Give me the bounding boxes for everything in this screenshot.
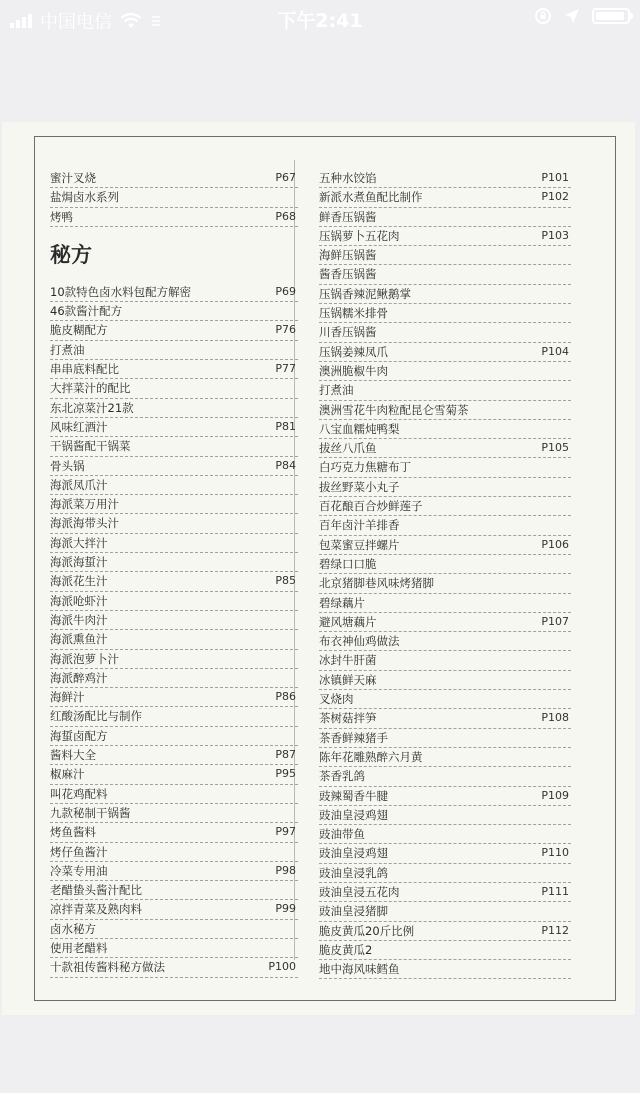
toc-entry-page [296, 341, 298, 359]
toc-entry-page: P68 [275, 209, 296, 223]
toc-entry [50, 457, 298, 476]
toc-entry [50, 495, 298, 514]
toc-entry [50, 900, 298, 919]
toc-entry-title: 冰封牛肝菌 [319, 653, 377, 668]
toc-entry [50, 283, 298, 302]
toc-entry-title: 豉油皇浸鸡翅 [319, 807, 388, 822]
toc-entry [50, 650, 298, 669]
toc-entry [319, 748, 571, 767]
toc-entry [319, 381, 571, 400]
toc-entry [50, 418, 298, 437]
toc-entry-title: 豉油皇浸乳鸽 [319, 865, 388, 880]
toc-entry-page: P106 [541, 537, 569, 551]
toc-entry [319, 401, 571, 420]
toc-entry-title: 海派菜万用汁 [50, 497, 119, 512]
toc-entry-title: 凉拌青菜及熟肉料 [50, 902, 142, 917]
toc-entry-title: 老醋蛰头酱汁配比 [50, 883, 142, 898]
toc-entry [319, 536, 571, 555]
toc-entry-title: 10款特色卤水料包配方解密 [50, 284, 192, 299]
toc-entry [50, 630, 298, 649]
toc-entry [50, 399, 298, 418]
toc-entry-title: 蜜汁叉烧 [50, 171, 96, 185]
toc-entry-page [569, 420, 571, 438]
toc-entry-title: 豉辣蜀香牛腱 [319, 788, 388, 803]
toc-entry-page [296, 514, 298, 532]
toc-entry-page: P99 [275, 902, 296, 916]
toc-entry-title: 布衣神仙鸡做法 [319, 634, 400, 649]
toc-entry-title: 压锅香辣泥鳅鹅掌 [319, 286, 411, 301]
toc-entry [319, 343, 571, 362]
toc-entry-page [569, 516, 571, 534]
toc-entry-page [569, 651, 571, 669]
toc-entry [319, 420, 571, 439]
toc-entry-title: 碧绿口口脆 [319, 556, 377, 571]
toc-entry [50, 920, 298, 939]
toc-entry-title: 九款秘制干锅酱 [50, 805, 131, 820]
toc-entry [319, 323, 571, 342]
toc-entry [50, 939, 298, 958]
toc-entry-title: 川香压锅酱 [319, 325, 377, 340]
toc-entry [319, 574, 571, 593]
toc-entry [50, 169, 298, 188]
toc-entry-title: 茶香乳鸽 [319, 769, 365, 784]
toc-entry-page [569, 729, 571, 747]
toc-entry-page [296, 399, 298, 417]
toc-entry-page: P107 [541, 614, 569, 628]
toc-entry-page [569, 767, 571, 785]
toc-entry-page [296, 553, 298, 571]
toc-entry-page [569, 458, 571, 476]
toc-entry-page [569, 478, 571, 496]
toc-entry-title: 茶香鲜辣猪手 [319, 730, 388, 745]
toc-entry-page [569, 902, 571, 920]
toc-left-top-list [50, 169, 298, 227]
toc-entry [50, 188, 298, 207]
toc-entry [50, 785, 298, 804]
toc-entry-page: P86 [275, 690, 296, 704]
toc-entry-title: 压锅糯米排骨 [319, 306, 388, 321]
toc-entry-title: 冰镇鲜天麻 [319, 672, 377, 687]
toc-entry-page [296, 939, 298, 957]
toc-entry-title: 澳洲脆椒牛肉 [319, 363, 388, 378]
toc-entry-title: 鲜香压锅酱 [319, 209, 377, 224]
toc-entry-title: 海派熏鱼汁 [50, 632, 108, 647]
toc-entry-title: 陈年花雕熟醉六月黄 [319, 749, 423, 764]
toc-entry-title: 海派海带头汁 [50, 516, 119, 531]
toc-entry-page [569, 690, 571, 708]
toc-entry [50, 881, 298, 900]
toc-entry-page: P69 [275, 284, 296, 298]
toc-entry-page: P76 [275, 323, 296, 337]
toc-left-section-list [50, 283, 298, 978]
toc-entry-page [296, 707, 298, 725]
toc-entry [319, 246, 571, 265]
toc-entry [319, 265, 571, 284]
toc-entry [319, 594, 571, 613]
toc-entry-page: P100 [268, 960, 296, 974]
toc-entry-title: 脆皮黄瓜2 [319, 942, 373, 957]
toc-entry-title: 五种水饺馅 [319, 171, 377, 185]
toc-entry [319, 902, 571, 921]
toc-entry-title: 海派凤爪汁 [50, 477, 108, 492]
toc-entry [50, 572, 298, 591]
toc-entry [319, 632, 571, 651]
toc-entry-title: 烤鱼酱料 [50, 825, 96, 840]
toc-entry-title: 海派海蜇汁 [50, 555, 108, 570]
toc-entry [50, 746, 298, 765]
toc-entry [50, 514, 298, 533]
toc-entry-page [569, 555, 571, 573]
toc-entry-title: 避风塘藕片 [319, 614, 377, 629]
toc-entry-page: P111 [541, 884, 569, 898]
document-photo[interactable] [2, 122, 635, 1015]
toc-entry-page [569, 864, 571, 882]
toc-entry-title: 冷菜专用油 [50, 863, 108, 878]
toc-entry-page: P77 [275, 362, 296, 376]
toc-entry [319, 613, 571, 632]
toc-entry-page [569, 960, 571, 978]
toc-entry-title: 豉油皇浸猪脚 [319, 904, 388, 919]
toc-entry-page [569, 401, 571, 419]
toc-entry-page: P103 [541, 228, 569, 242]
toc-entry-page [296, 630, 298, 648]
toc-entry [50, 553, 298, 572]
toc-entry-page [296, 669, 298, 687]
toc-entry-title: 压锅姜辣凤爪 [319, 344, 388, 359]
toc-entry-title: 红酸汤配比与制作 [50, 709, 142, 724]
toc-entry-page [569, 574, 571, 592]
toc-entry-title: 包菜蜜豆拌螺片 [319, 537, 400, 552]
toc-entry-title: 椒麻汁 [50, 767, 85, 782]
toc-entry-page: P112 [541, 923, 569, 937]
toc-entry [50, 862, 298, 881]
toc-entry [50, 321, 298, 340]
toc-entry-title: 打煮油 [319, 383, 354, 398]
toc-entry-page [296, 804, 298, 822]
toc-left-column [50, 169, 298, 978]
toc-entry-page: P108 [541, 711, 569, 725]
toc-entry-title: 豉油皇浸鸡翅 [319, 846, 388, 861]
toc-entry-page [296, 611, 298, 629]
toc-entry [319, 729, 571, 748]
toc-entry [50, 360, 298, 379]
toc-entry-page [296, 534, 298, 552]
toc-entry-title: 骨头锅 [50, 458, 85, 473]
toc-entry [50, 534, 298, 553]
toc-entry-title: 46款酱汁配方 [50, 304, 123, 319]
toc-entry [50, 823, 298, 842]
toc-entry-page [569, 208, 571, 226]
toc-entry-title: 百花酿百合炒鲜莲子 [319, 499, 423, 514]
toc-entry-page: P67 [275, 171, 296, 184]
toc-entry [319, 169, 571, 188]
toc-entry-page [296, 785, 298, 803]
toc-entry-title: 地中海风味鳕鱼 [319, 962, 400, 977]
status-time: 下午2:41 [277, 10, 363, 32]
toc-entry [319, 555, 571, 574]
toc-entry [319, 825, 571, 844]
toc-entry [319, 922, 571, 941]
toc-entry-page [296, 843, 298, 861]
location-icon [564, 8, 580, 24]
toc-entry-title: 使用老醋料 [50, 940, 108, 955]
toc-entry-title: 风味红酒汁 [50, 419, 108, 434]
toc-entry-title: 拔丝八爪鱼 [319, 441, 377, 456]
toc-entry-title: 海鲜汁 [50, 690, 85, 705]
toc-entry-page: P81 [275, 419, 296, 433]
toc-entry [50, 707, 298, 726]
toc-entry-page [569, 825, 571, 843]
toc-entry-title: 叫花鸡配料 [50, 786, 108, 801]
toc-entry-title: 烤鸭 [50, 209, 73, 224]
toc-entry [319, 285, 571, 304]
toc-entry [50, 804, 298, 823]
toc-entry-page [569, 632, 571, 650]
toc-entry-title: 百年卤汁羊排香 [319, 518, 400, 533]
toc-entry-page [296, 476, 298, 494]
toc-entry [319, 787, 571, 806]
toc-entry [319, 844, 571, 863]
toc-entry [319, 864, 571, 883]
toc-entry-page [569, 497, 571, 515]
toc-entry-page [296, 881, 298, 899]
toc-entry-title: 海鲜压锅酱 [319, 248, 377, 263]
toc-entry [319, 478, 571, 497]
toc-entry-title: 新派水煮鱼配比制作 [319, 190, 423, 205]
toc-entry [319, 960, 571, 979]
toc-entry-page: P85 [275, 574, 296, 588]
section-heading: 秘方 [50, 242, 92, 267]
toc-entry-title: 东北凉菜汁21款 [50, 400, 134, 415]
toc-entry [50, 843, 298, 862]
toc-entry [319, 690, 571, 709]
toc-entry-page [569, 594, 571, 612]
toc-entry-title: 海派大拌汁 [50, 535, 108, 550]
toc-entry-page: P84 [275, 458, 296, 472]
toc-entry [319, 458, 571, 477]
toc-entry [50, 765, 298, 784]
toc-entry [319, 883, 571, 902]
toc-entry-title: 串串底料配比 [50, 362, 119, 377]
toc-entry [319, 806, 571, 825]
toc-entry-page [569, 304, 571, 322]
toc-entry-page: P95 [275, 767, 296, 781]
battery-icon [592, 8, 630, 24]
toc-entry-title: 大拌菜汁的配比 [50, 381, 131, 396]
toc-entry-title: 叉烧肉 [319, 692, 354, 707]
toc-entry [319, 227, 571, 246]
toc-entry-title: 碧绿藕片 [319, 595, 365, 610]
toc-right-list [319, 169, 571, 979]
toc-right-column [319, 169, 571, 979]
toc-entry-title: 澳洲雪花牛肉粒配昆仑雪菊茶 [319, 402, 469, 417]
toc-entry [319, 941, 571, 960]
toc-entry-title: 盐焗卤水系列 [50, 190, 119, 205]
toc-entry-title: 脆皮黄瓜20斤比例 [319, 923, 415, 938]
toc-entry [50, 379, 298, 398]
toc-entry-title: 脆皮糊配方 [50, 323, 108, 338]
toc-entry-page [296, 302, 298, 320]
toc-entry-page [569, 381, 571, 399]
toc-entry-title: 茶树菇拌笋 [319, 711, 377, 726]
toc-entry-title: 八宝血糯炖鸭梨 [319, 421, 400, 436]
toc-entry-title: 海派花生汁 [50, 574, 108, 589]
toc-entry-page [296, 379, 298, 397]
toc-entry [319, 304, 571, 323]
toc-entry-title: 打煮油 [50, 342, 85, 357]
toc-entry-page [569, 265, 571, 283]
toc-entry-page: P87 [275, 748, 296, 762]
toc-entry-page [569, 323, 571, 341]
rotation-lock-icon [534, 7, 552, 25]
toc-entry [50, 958, 298, 977]
toc-entry-title: 海派牛肉汁 [50, 612, 108, 627]
toc-entry-title: 酱料大全 [50, 748, 96, 763]
toc-entry-page [296, 650, 298, 668]
toc-entry [319, 516, 571, 535]
toc-entry [50, 437, 298, 456]
toc-entry [50, 208, 298, 227]
toc-entry-title: 豉油带鱼 [319, 827, 365, 842]
toc-entry-page: P105 [541, 441, 569, 455]
toc-entry-page [569, 246, 571, 264]
toc-entry-page [569, 748, 571, 766]
toc-entry-page [569, 806, 571, 824]
toc-entry-page [296, 495, 298, 513]
toc-entry-page [296, 592, 298, 610]
toc-entry-title: 压锅萝卜五花肉 [319, 228, 400, 243]
toc-entry-page [569, 941, 571, 959]
toc-entry [50, 611, 298, 630]
toc-entry-title: 卤水秘方 [50, 921, 96, 936]
toc-entry-page: P104 [541, 344, 569, 358]
toc-entry [50, 727, 298, 746]
toc-entry [319, 767, 571, 786]
toc-entry [50, 302, 298, 321]
toc-entry-title: 干锅酱配干锅菜 [50, 439, 131, 454]
toc-entry-page [296, 727, 298, 745]
toc-entry-title: 烤仔鱼酱汁 [50, 844, 108, 859]
toc-entry [319, 208, 571, 227]
toc-entry-page: P98 [275, 863, 296, 877]
toc-entry-page: P101 [541, 171, 569, 184]
toc-entry-page: P102 [541, 190, 569, 204]
toc-entry [50, 341, 298, 360]
carrier-name: 中国电信 [40, 12, 112, 33]
toc-entry-title: 海派泡萝卜汁 [50, 651, 119, 666]
toc-entry [319, 671, 571, 690]
toc-entry [50, 669, 298, 688]
toc-entry-page [296, 188, 298, 206]
toc-entry-page [569, 362, 571, 380]
toc-entry-page [296, 437, 298, 455]
toc-entry-page [569, 671, 571, 689]
toc-entry-title: 拔丝野菜小丸子 [319, 479, 400, 494]
toc-entry-page: P110 [541, 846, 569, 860]
toc-entry [50, 592, 298, 611]
toc-entry-page [296, 920, 298, 938]
toc-entry [319, 188, 571, 207]
toc-entry [319, 362, 571, 381]
toc-entry-title: 海派呛虾汁 [50, 593, 108, 608]
toc-entry-title: 酱香压锅酱 [319, 267, 377, 282]
toc-entry-page [569, 285, 571, 303]
toc-entry-title: 十款祖传酱料秘方做法 [50, 960, 165, 975]
toc-entry-title: 海蜇卤配方 [50, 728, 108, 743]
status-bar [0, 0, 640, 36]
status-right [534, 7, 630, 25]
toc-entry [319, 439, 571, 458]
toc-entry-page: P97 [275, 825, 296, 839]
toc-entry-title: 北京猪脚巷风味烤猪脚 [319, 576, 434, 591]
toc-entry [319, 709, 571, 728]
toc-entry-page: P109 [541, 788, 569, 802]
toc-entry-title: 豉油皇浸五花肉 [319, 884, 400, 899]
toc-entry [319, 651, 571, 670]
toc-entry [50, 688, 298, 707]
toc-entry [319, 497, 571, 516]
toc-entry-title: 海派醉鸡汁 [50, 670, 108, 685]
toc-entry [50, 476, 298, 495]
toc-entry-title: 白巧克力焦糖布丁 [319, 460, 411, 475]
